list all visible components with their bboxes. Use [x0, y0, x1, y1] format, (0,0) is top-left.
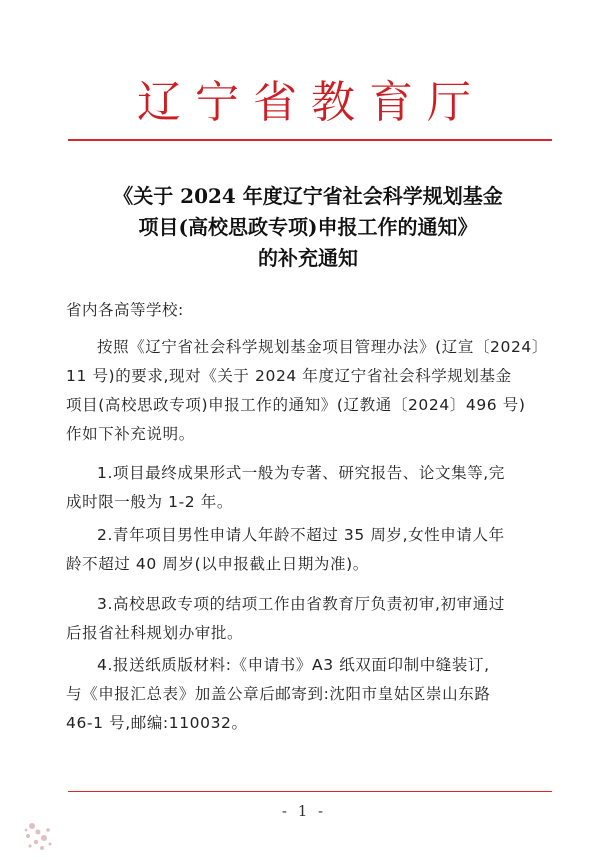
paragraph-intro	[66, 333, 546, 449]
page-number: - 1 -	[281, 802, 327, 820]
paragraph-item-2	[66, 521, 546, 579]
paragraph-item-1	[66, 459, 546, 517]
paragraph-line: 46-1 号,邮编:110032。	[66, 714, 248, 732]
paragraph-line: 龄不超过 40 周岁(以申报截止日期为准)。	[66, 555, 369, 573]
paragraph-line: 与《申报汇总表》加盖公章后邮寄到:沈阳市皇姑区崇山东路	[66, 685, 491, 703]
paragraph-line: 11 号)的要求,现对《关于 2024 年度辽宁省社会科学规划基金	[66, 367, 512, 385]
paragraph-line: 1.项目最终成果形式一般为专著、研究报告、论文集等,完	[97, 464, 505, 482]
title-line-3: 的补充通知	[258, 246, 358, 270]
footer-red-rule	[68, 791, 552, 792]
paragraph-line: 2.青年项目男性申请人年龄不超过 35 周岁,女性申请人年	[97, 526, 505, 544]
paragraph-line: 作如下补充说明。	[66, 425, 195, 443]
title-line-1: 《关于 2024 年度辽宁省社会科学规划基金	[113, 184, 503, 208]
paragraph-line: 后报省社科规划办审批。	[66, 624, 244, 642]
paragraph-line: 4.报送纸质版材料:《申请书》A3 纸双面印制中缝装订,	[97, 656, 490, 674]
ink-smudge-mark	[18, 808, 66, 858]
document-title	[60, 181, 556, 274]
header-red-rule	[68, 139, 552, 141]
issuing-organization-header: 辽宁省教育厅	[137, 77, 485, 128]
paragraph-line: 成时限一般为 1-2 年。	[66, 493, 233, 511]
title-line-2: 项目(高校思政专项)申报工作的通知》	[138, 215, 478, 239]
paragraph-item-3	[66, 590, 546, 648]
paragraph-line: 项目(高校思政专项)申报工作的通知》(辽教通〔2024〕496 号)	[66, 396, 526, 414]
salutation: 省内各高等学校:	[66, 301, 184, 319]
paragraph-line: 3.高校思政专项的结项工作由省教育厅负责初审,初审通过	[97, 595, 505, 613]
paragraph-line: 按照《辽宁省社会科学规划基金项目管理办法》(辽宣〔2024〕	[97, 338, 548, 356]
paragraph-item-4	[66, 651, 546, 738]
